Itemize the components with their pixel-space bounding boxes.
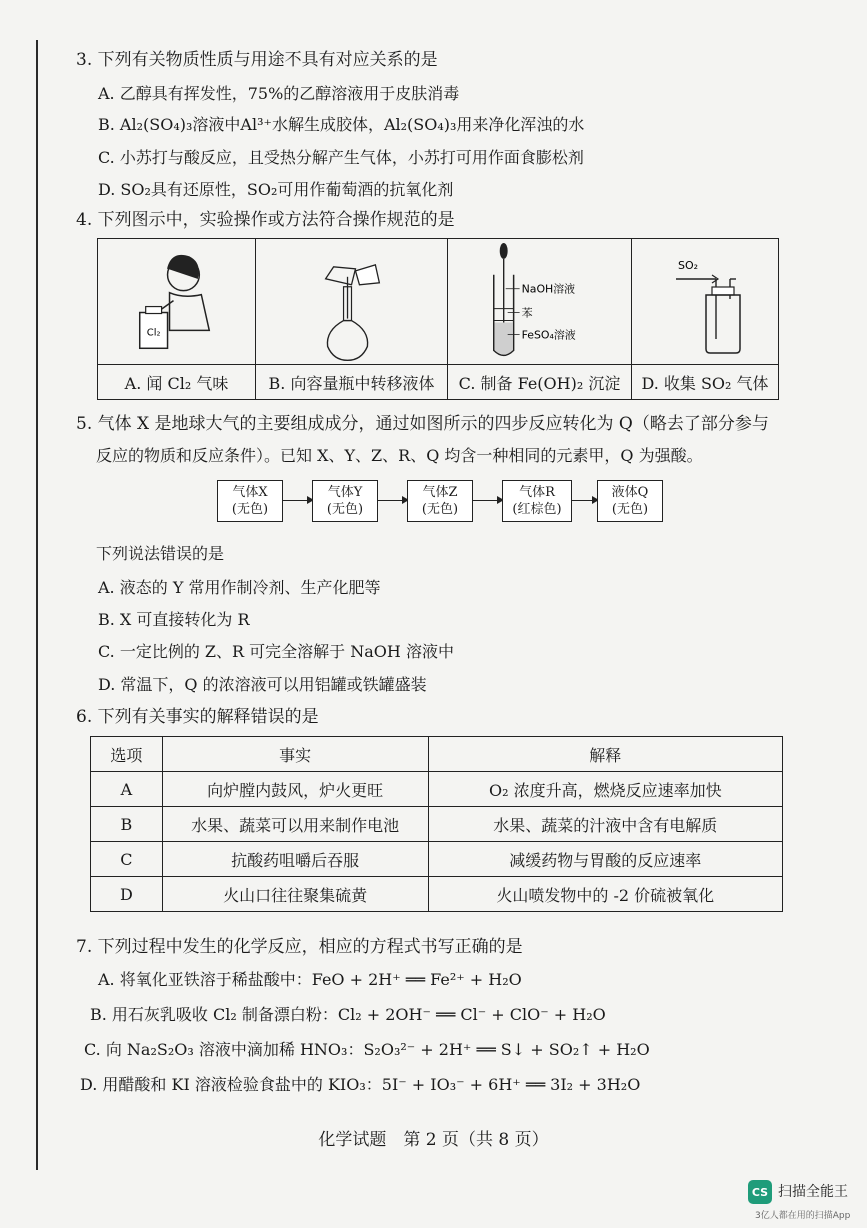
row-explanation: 水果、蔬菜的汁液中含有电解质: [428, 807, 782, 842]
figure-caption-b: B. 向容量瓶中转移液体: [256, 364, 447, 399]
header-fact: 事实: [162, 737, 428, 772]
flow-node-y: [312, 480, 378, 522]
figure-cell-a: [98, 239, 256, 399]
row-option: A: [91, 772, 163, 807]
figure-cell-b: [256, 239, 448, 399]
flow-node-x-name: 气体X: [232, 485, 268, 500]
row-fact: 向炉膛内鼓风，炉火更旺: [162, 772, 428, 807]
table-row: [91, 842, 783, 877]
flow-arrow-2: [377, 500, 407, 501]
table-row: [91, 807, 783, 842]
question-7-option-a: A. 将氧化亚铁溶于稀盐酸中：FeO + 2H⁺ ══ Fe²⁺ + H₂O: [98, 970, 522, 989]
question-3-option-c: C. 小苏打与酸反应，且受热分解产生气体，小苏打可用作面食膨松剂: [98, 148, 584, 167]
question-3-option-a: A. 乙醇具有挥发性，75%的乙醇溶液用于皮肤消毒: [98, 84, 460, 103]
flow-node-z-color: (无色): [421, 502, 459, 517]
binding-margin-line: [36, 40, 38, 1170]
gas-collection-bottle-illustration: [632, 239, 778, 365]
figure-caption-a: A. 闻 Cl₂ 气味: [98, 364, 255, 399]
question-3-option-b: B. Al₂(SO₄)₃溶液中Al³⁺水解生成胶体，Al₂(SO₄)₃用来净化浑浊的水: [98, 115, 585, 134]
flow-node-z: [407, 480, 473, 522]
flow-arrow-4: [571, 500, 597, 501]
camscanner-watermark-tagline: 3亿人都在用的扫描App: [755, 1211, 851, 1221]
feso4-label: FeSO₄溶液: [521, 328, 576, 342]
camscanner-logo-icon: CS: [748, 1180, 772, 1204]
question-5-stem-line-1: 5. 气体 X 是地球大气的主要组成成分，通过如图所示的四步反应转化为 Q（略去了部分参与: [76, 414, 769, 434]
question-4-stem: 4. 下列图示中，实验操作或方法符合操作规范的是: [76, 210, 455, 230]
flow-node-x: [217, 480, 283, 522]
flow-node-y-color: (无色): [326, 502, 364, 517]
camscanner-watermark-name: 扫描全能王: [778, 1184, 848, 1200]
question-3-option-d: D. SO₂具有还原性，SO₂可用作葡萄酒的抗氧化剂: [98, 180, 454, 199]
row-option: B: [91, 807, 163, 842]
header-option: 选项: [91, 737, 163, 772]
flow-node-x-color: (无色): [231, 502, 269, 517]
volumetric-flask-illustration: [256, 239, 447, 364]
flow-node-q-name: 液体Q: [611, 485, 649, 500]
question-7-stem: 7. 下列过程中发生的化学反应，相应的方程式书写正确的是: [76, 937, 523, 957]
row-explanation: 减缓药物与胃酸的反应速率: [428, 842, 782, 877]
flow-node-z-name: 气体Z: [422, 485, 458, 500]
flow-arrow-3: [472, 500, 502, 501]
table-row: [91, 877, 783, 912]
flow-node-r-color: (红棕色): [512, 502, 562, 517]
row-option: D: [91, 877, 163, 912]
question-5-stem-line-2: 反应的物质和反应条件）。已知 X、Y、Z、R、Q 均含一种相同的元素甲，Q 为强酸。: [96, 446, 703, 465]
flow-node-y-name: 气体Y: [327, 485, 363, 500]
question-5-option-b: B. X 可直接转化为 R: [98, 610, 250, 629]
cl2-bottle-label: Cl₂: [146, 327, 161, 339]
question-6-stem: 6. 下列有关事实的解释错误的是: [76, 707, 319, 727]
row-explanation: 火山喷发物中的 -2 价硫被氧化: [428, 877, 782, 912]
flow-arrow-1: [282, 500, 312, 501]
page-footer: 化学试题 第 2 页（共 8 页）: [318, 1130, 549, 1150]
table-header-row: [91, 737, 783, 772]
row-option: C: [91, 842, 163, 877]
so2-label: SO₂: [678, 259, 699, 272]
row-explanation: O₂ 浓度升高，燃烧反应速率加快: [428, 772, 782, 807]
naoh-label: NaOH溶液: [521, 282, 576, 296]
test-tube-illustration: [448, 239, 631, 364]
question-7-option-c: C. 向 Na₂S₂O₃ 溶液中滴加稀 HNO₃：S₂O₃²⁻ + 2H⁺ ══ S↓ + SO₂↑ + H₂O: [84, 1040, 650, 1059]
figure-caption-d: D. 收集 SO₂ 气体: [632, 364, 778, 399]
figure-cell-d: [632, 239, 778, 399]
header-explanation: 解释: [428, 737, 782, 772]
question-5-option-d: D. 常温下，Q 的浓溶液可以用铝罐或铁罐盛装: [98, 675, 427, 694]
question-5-option-a: A. 液态的 Y 常用作制冷剂、生产化肥等: [98, 578, 381, 597]
flow-node-r-name: 气体R: [519, 485, 555, 500]
table-row: [91, 772, 783, 807]
row-fact: 水果、蔬菜可以用来制作电池: [162, 807, 428, 842]
question-7-option-b: B. 用石灰乳吸收 Cl₂ 制备漂白粉：Cl₂ + 2OH⁻ ══ Cl⁻ + ClO⁻ + H₂O: [90, 1005, 606, 1024]
flow-node-q-color: (无色): [611, 502, 649, 517]
flow-node-q: [597, 480, 663, 522]
question-6-table: [90, 736, 783, 912]
question-4-figure-table: [97, 238, 779, 400]
flow-node-r: [502, 480, 572, 522]
question-5-prompt: 下列说法错误的是: [96, 544, 225, 563]
row-fact: 火山口往往聚集硫黄: [162, 877, 428, 912]
figure-caption-c: C. 制备 Fe(OH)₂ 沉淀: [448, 364, 631, 399]
question-7-option-d: D. 用醋酸和 KI 溶液检验食盐中的 KIO₃：5I⁻ + IO₃⁻ + 6H⁺ ══ 3I₂ + 3H₂O: [80, 1075, 641, 1094]
row-fact: 抗酸药咀嚼后吞服: [162, 842, 428, 877]
person-smelling-illustration: [98, 239, 255, 364]
figure-cell-c: [448, 239, 632, 399]
benzene-label: 苯: [521, 306, 533, 320]
question-3-stem: 3. 下列有关物质性质与用途不具有对应关系的是: [76, 50, 438, 70]
question-5-option-c: C. 一定比例的 Z、R 可完全溶解于 NaOH 溶液中: [98, 642, 454, 661]
